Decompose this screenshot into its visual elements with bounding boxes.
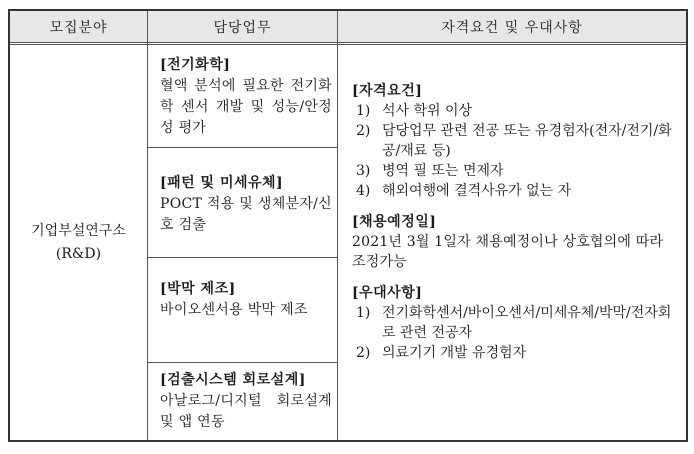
- duty-cell: [150, 370, 338, 433]
- duty-description: POCT 적용 및 생체분자/신호 검출: [160, 196, 333, 233]
- list-item: [352, 121, 674, 161]
- duty-title: [박막 제조]: [160, 281, 236, 297]
- duty-title: [패턴 및 미세유체]: [160, 175, 284, 191]
- duty-cell: [150, 55, 338, 139]
- list-item: [352, 181, 674, 201]
- list-item: [352, 303, 674, 343]
- item-number: 3): [356, 163, 371, 179]
- duty-title: [검출시스템 회로설계]: [160, 372, 306, 388]
- duty-description: 혈액 분석에 필요한 전기화학 센서 개발 및 성능/안정성 평가: [160, 78, 332, 136]
- item-number: 2): [356, 345, 371, 361]
- item-text: 석사 학위 이상: [382, 103, 473, 119]
- row-divider: [147, 257, 337, 258]
- field-name: 기업부설연구소: [31, 222, 126, 239]
- item-number: 1): [356, 103, 371, 119]
- column-divider: [147, 11, 148, 440]
- requirements-cell: [346, 45, 678, 363]
- item-text: 의료기기 개발 유경험자: [382, 345, 527, 361]
- preference-title: [우대사항]: [352, 285, 423, 301]
- item-text: 전기화학센서/바이오센서/미세유체/박막/전자회로 관련 전공자: [382, 305, 672, 341]
- row-divider: [147, 362, 337, 363]
- duty-title: [전기화학]: [160, 57, 231, 73]
- list-item: [352, 101, 674, 121]
- header-duties: 담당업무: [148, 11, 337, 42]
- header-requirements: 자격요건 및 우대사항: [338, 11, 686, 42]
- hire-date-title: [채용예정일]: [352, 214, 437, 230]
- duty-cell: [150, 173, 338, 236]
- recruitment-table: [8, 9, 688, 442]
- qualification-title: [자격요건]: [352, 83, 423, 99]
- duty-cell: [150, 279, 338, 321]
- item-number: 2): [356, 123, 371, 139]
- list-item: [352, 161, 674, 181]
- item-text: 병역 필 또는 면제자: [382, 163, 504, 179]
- hire-date-text: 2021년 3월 1일자 채용예정이나 상호협의에 따라 조정가능: [352, 234, 664, 270]
- item-text: 해외여행에 결격사유가 없는 자: [382, 183, 572, 199]
- row-divider: [147, 147, 337, 148]
- item-text: 담당업무 관련 전공 또는 유경험자(전자/전기/화공/재료 등): [382, 123, 672, 159]
- duty-description: 바이오센서용 박막 제조: [160, 302, 308, 318]
- field-subname: (R&D): [55, 245, 102, 262]
- item-number: 4): [356, 183, 371, 199]
- duty-description: 아날로그/디지털 회로설계 및 앱 연동: [160, 393, 332, 430]
- field-cell: [10, 45, 147, 440]
- item-number: 1): [356, 305, 371, 321]
- header-field: 모집분야: [10, 11, 147, 42]
- list-item: [352, 343, 674, 363]
